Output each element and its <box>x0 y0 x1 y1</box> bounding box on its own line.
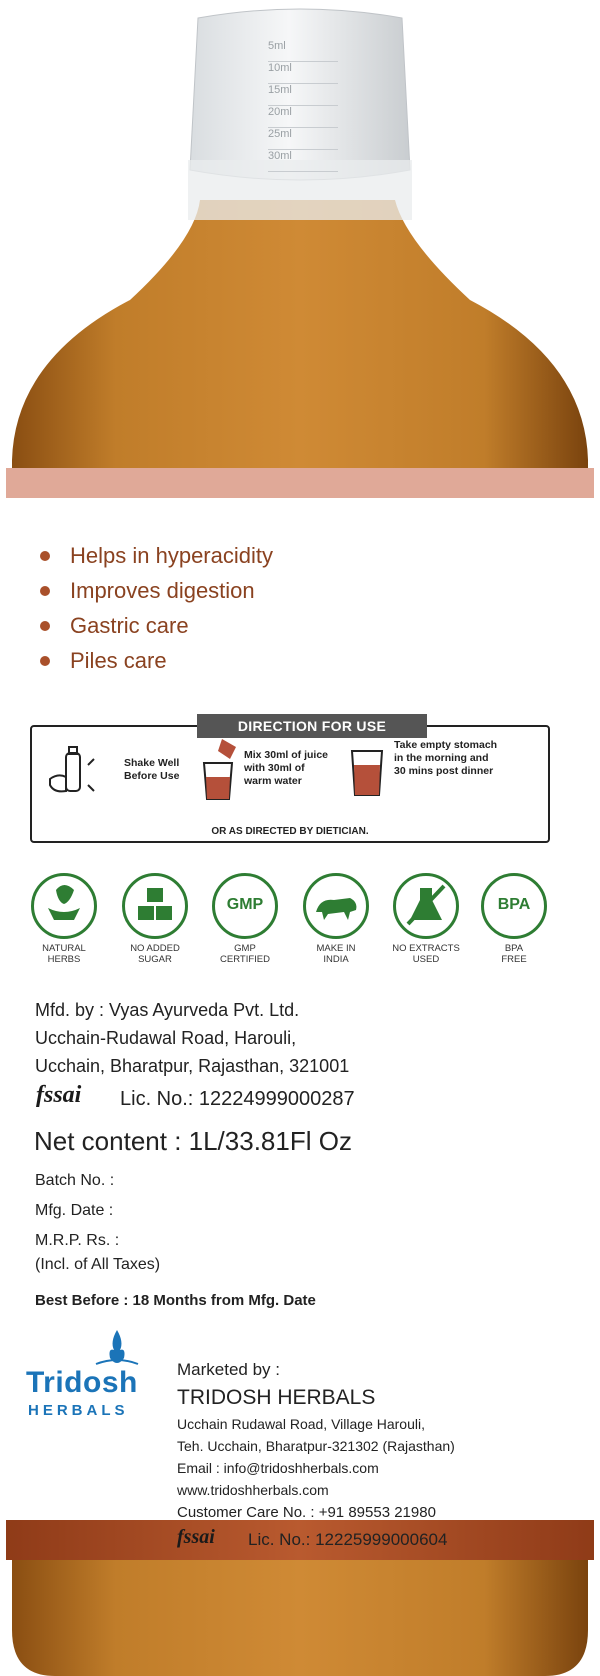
badge-bpa-free <box>478 873 550 965</box>
brand-sub: HERBALS <box>28 1402 129 1419</box>
direction-title: DIRECTION FOR USE <box>197 714 427 738</box>
step-text: in the morning and <box>394 752 489 764</box>
benefit-text: Gastric care <box>70 613 189 638</box>
badge-ring <box>303 873 369 939</box>
cap-measurements <box>268 40 338 172</box>
benefit-text: Helps in hyperacidity <box>70 543 273 568</box>
lion-icon <box>306 876 366 936</box>
badge-caption <box>209 943 281 965</box>
step-take <box>394 739 497 778</box>
caption-line: CERTIFIED <box>220 954 270 965</box>
bullet-dot <box>40 586 50 596</box>
mfd-line-3: Ucchain, Bharatpur, Rajasthan, 321001 <box>35 1056 350 1076</box>
no-flask-icon <box>396 876 456 936</box>
benefit-text: Piles care <box>70 648 167 673</box>
caption-line: INDIA <box>323 954 349 965</box>
badge-caption <box>478 943 550 965</box>
badge-caption <box>119 943 191 965</box>
benefits-list <box>38 538 273 678</box>
benefit-item <box>38 538 273 573</box>
marketer-address-1: Ucchain Rudawal Road, Village Harouli, <box>177 1416 425 1432</box>
benefit-item <box>38 643 273 678</box>
cap-mark: 25ml <box>268 128 338 150</box>
batch-no: Batch No. : <box>35 1172 115 1189</box>
benefit-item <box>38 608 273 643</box>
best-before-label: Best Before : <box>35 1292 129 1309</box>
sugar-cubes-icon <box>125 876 185 936</box>
mfd-license: Lic. No.: 12224999000287 <box>120 1088 355 1110</box>
cap-mark: 10ml <box>268 62 338 84</box>
caption-line: NO ADDED <box>130 943 180 954</box>
caption-line: MAKE IN <box>316 943 356 954</box>
brand-name: Tridosh <box>26 1366 138 1399</box>
shake-bottle-icon <box>44 745 104 805</box>
badge-no-extracts <box>390 873 462 965</box>
customer-care: Customer Care No. : +91 89553 21980 <box>177 1504 436 1521</box>
step-text: Mix 30ml of juice <box>244 749 329 761</box>
benefit-item <box>38 573 273 608</box>
marketer-license: Lic. No.: 12225999000604 <box>248 1530 448 1549</box>
marketer-name: TRIDOSH HERBALS <box>177 1386 376 1409</box>
badge-ring <box>481 873 547 939</box>
step-text: Take empty stomach <box>394 739 498 751</box>
mrp: M.R.P. Rs. : <box>35 1232 120 1249</box>
badge-ring <box>393 873 459 939</box>
step-mix <box>244 749 328 788</box>
caption-line: FREE <box>501 954 527 965</box>
direction-note: OR AS DIRECTED BY DIETICIAN. <box>211 826 369 837</box>
marketed-by: Marketed by : <box>177 1360 280 1379</box>
bpa-icon: BPA <box>497 896 531 913</box>
cap-mark: 30ml <box>268 150 338 172</box>
step-text: Before Use <box>124 770 180 782</box>
badge-no-added-sugar <box>119 873 191 965</box>
badge-ring <box>122 873 188 939</box>
direction-box <box>30 718 550 843</box>
best-before-value: 18 Months from Mfg. Date <box>132 1292 316 1309</box>
badge-caption <box>390 943 462 965</box>
glass-icon <box>350 747 384 797</box>
cap-mark: 20ml <box>268 106 338 128</box>
marketer-address-2: Teh. Ucchain, Bharatpur-321302 (Rajasthan) <box>177 1438 455 1454</box>
net-content: Net content : 1L/33.81Fl Oz <box>34 1126 352 1156</box>
caption-line: HERBS <box>47 954 81 965</box>
glass-pour-icon <box>196 737 240 801</box>
bullet-dot <box>40 551 50 561</box>
taxes: (Incl. of All Taxes) <box>35 1256 161 1273</box>
caption-line: NO EXTRACTS <box>392 943 460 954</box>
caption-line: BPA <box>504 943 524 954</box>
caption-line: GMP <box>234 943 256 954</box>
step-text: 30 mins post dinner <box>394 765 494 777</box>
badge-caption <box>28 943 100 965</box>
marketer-website: www.tridoshherbals.com <box>177 1482 329 1498</box>
badge-ring <box>31 873 97 939</box>
caption-line: SUGAR <box>138 954 172 965</box>
step-text: with 30ml of <box>244 762 305 774</box>
badge-natural-herbs <box>28 873 100 965</box>
badge-ring <box>212 873 278 939</box>
cap-mark: 5ml <box>268 40 338 62</box>
badge-caption <box>300 943 372 965</box>
best-before <box>35 1292 316 1309</box>
leaf-hand-icon <box>34 876 94 936</box>
mfd-line-1: Mfd. by : Vyas Ayurveda Pvt. Ltd. <box>35 1000 300 1020</box>
mfd-line-2: Ucchain-Rudawal Road, Harouli, <box>35 1028 297 1048</box>
marketer-email: Email : info@tridoshherbals.com <box>177 1460 379 1476</box>
caption-line: NATURAL <box>42 943 86 954</box>
fssai-logo: fssai <box>36 1082 82 1108</box>
badge-make-in-india <box>300 873 372 965</box>
bullet-dot <box>40 621 50 631</box>
mfg-date: Mfg. Date : <box>35 1202 114 1219</box>
caption-line: USED <box>412 954 440 965</box>
step-text: warm water <box>244 775 302 787</box>
cap-mark: 15ml <box>268 84 338 106</box>
bullet-dot <box>40 656 50 666</box>
benefit-text: Improves digestion <box>70 578 255 603</box>
step-text: Shake Well <box>124 757 180 769</box>
badge-gmp <box>209 873 281 965</box>
fssai-logo-2: fssai <box>177 1526 215 1548</box>
gmp-icon: GMP <box>226 896 264 913</box>
step-shake <box>124 757 179 783</box>
